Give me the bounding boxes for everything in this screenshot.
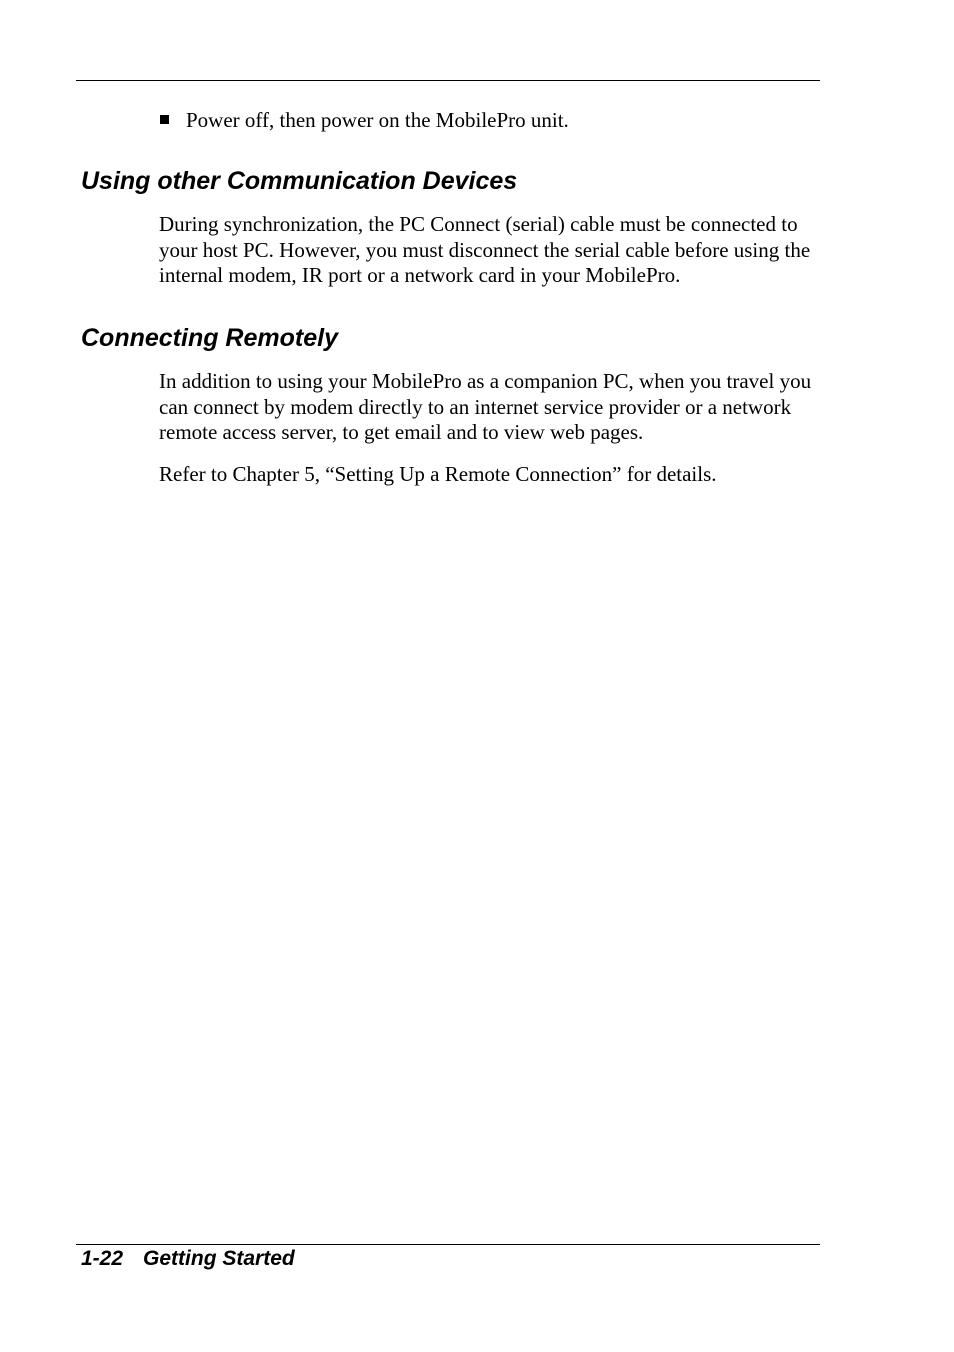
bullet-text: Power off, then power on the MobilePro unit. (186, 108, 569, 132)
section-heading-communication-devices: Using other Communication Devices (81, 167, 518, 195)
page-footer (81, 1245, 295, 1273)
square-bullet-icon (160, 115, 169, 124)
section-heading-connecting-remotely: Connecting Remotely (81, 324, 338, 352)
chapter-title: Getting Started (143, 1247, 295, 1270)
header-rule (76, 80, 820, 81)
paragraph-chapter-reference: Refer to Chapter 5, “Setting Up a Remote Connection” for details. (159, 462, 717, 486)
paragraph-remote-connection: In addition to using your MobilePro as a companion PC, when you travel you can connect by modem directly to an internet service provider or a network remote access server, to get email and to view web pages. (159, 369, 812, 445)
bullet-item (160, 108, 820, 133)
paragraph-synchronization: During synchronization, the PC Connect (serial) cable must be connected to your host PC. However, you must disconnect the serial cable before using the internal modem, IR port or a network card in your MobilePro. (159, 212, 811, 288)
page-number: 1-22 (81, 1247, 124, 1270)
